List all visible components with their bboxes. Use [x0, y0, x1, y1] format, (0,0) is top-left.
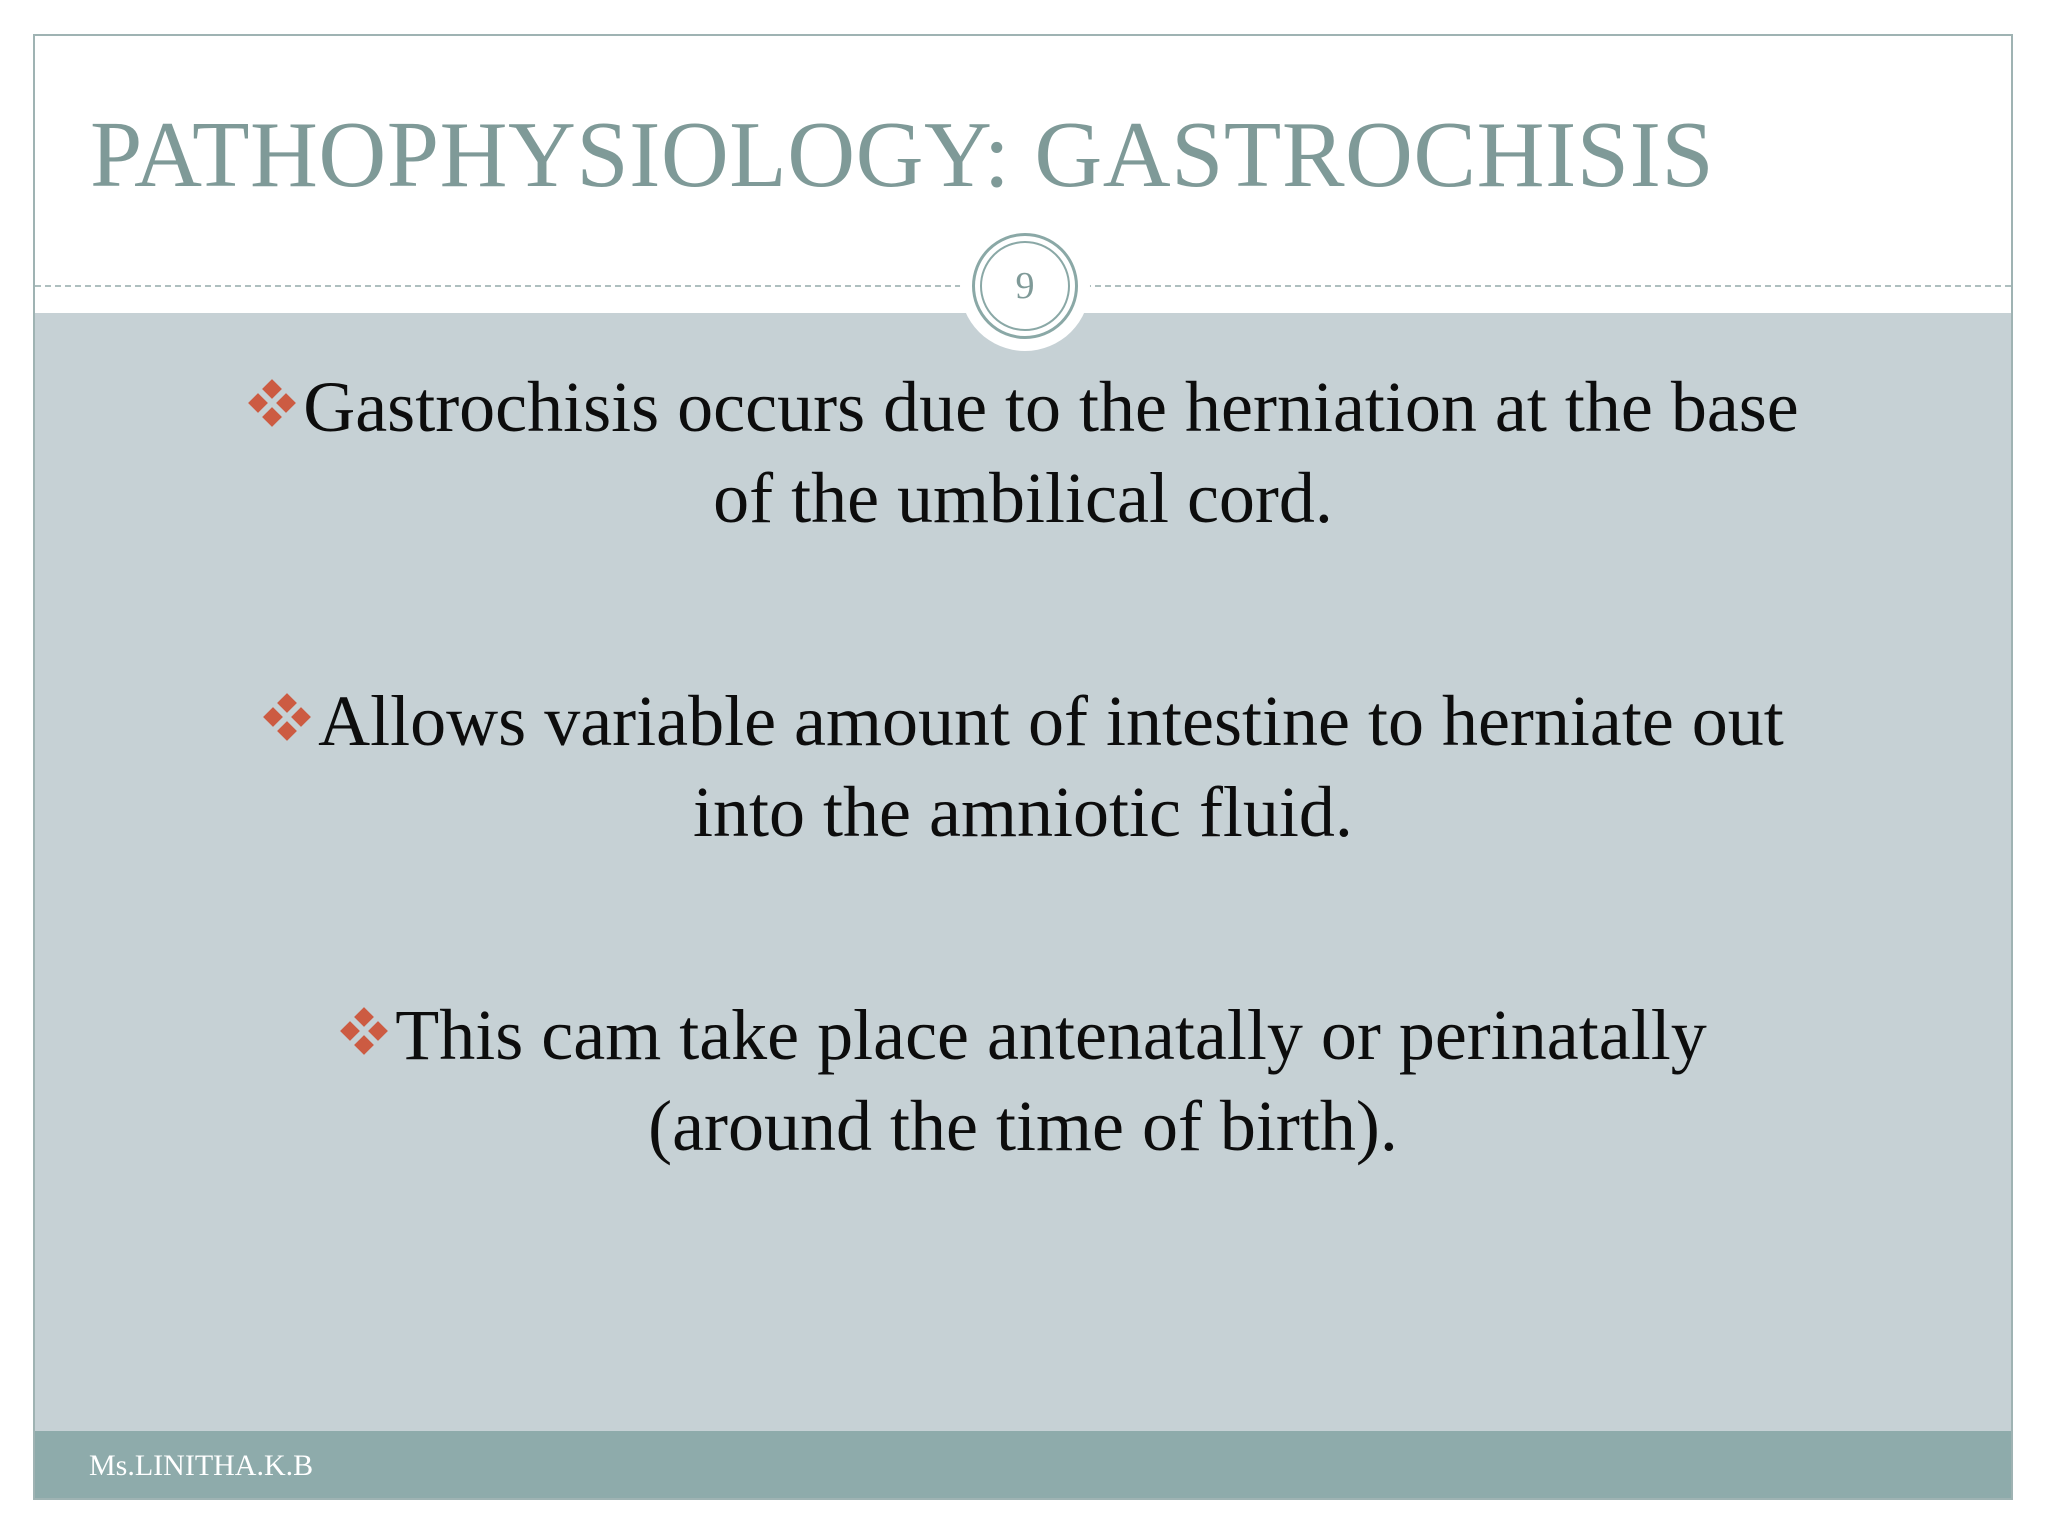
footer-bar [35, 1431, 2011, 1500]
bullet-list [95, 362, 1951, 1304]
bullet-text-line1: This cam take place antenatally or perinatally [395, 995, 1707, 1075]
bullet-text-line1: Gastrochisis occurs due to the herniation at the base [303, 367, 1799, 447]
bullet-item [95, 990, 1951, 1172]
slide-title: PATHOPHYSIOLOGY: GASTROCHISIS [90, 103, 1715, 207]
bullet-item [95, 676, 1951, 858]
bullet-text-line2: (around the time of birth). [648, 1086, 1398, 1166]
footer-author: Ms.LINITHA.K.B [89, 1449, 314, 1482]
page-number: 9 [1015, 265, 1035, 307]
bullet-text-line2: into the amniotic fluid. [693, 772, 1353, 852]
slide [33, 34, 2013, 1500]
bullet-text-line1: Allows variable amount of intestine to herniate out [318, 681, 1784, 761]
bullet-text-line2: of the umbilical cord. [713, 458, 1333, 538]
page-number-badge [980, 241, 1070, 331]
four-diamond-bullet-icon [247, 379, 297, 427]
four-diamond-bullet-icon [339, 1007, 389, 1055]
bullet-item [95, 362, 1951, 544]
four-diamond-bullet-icon [262, 693, 312, 741]
